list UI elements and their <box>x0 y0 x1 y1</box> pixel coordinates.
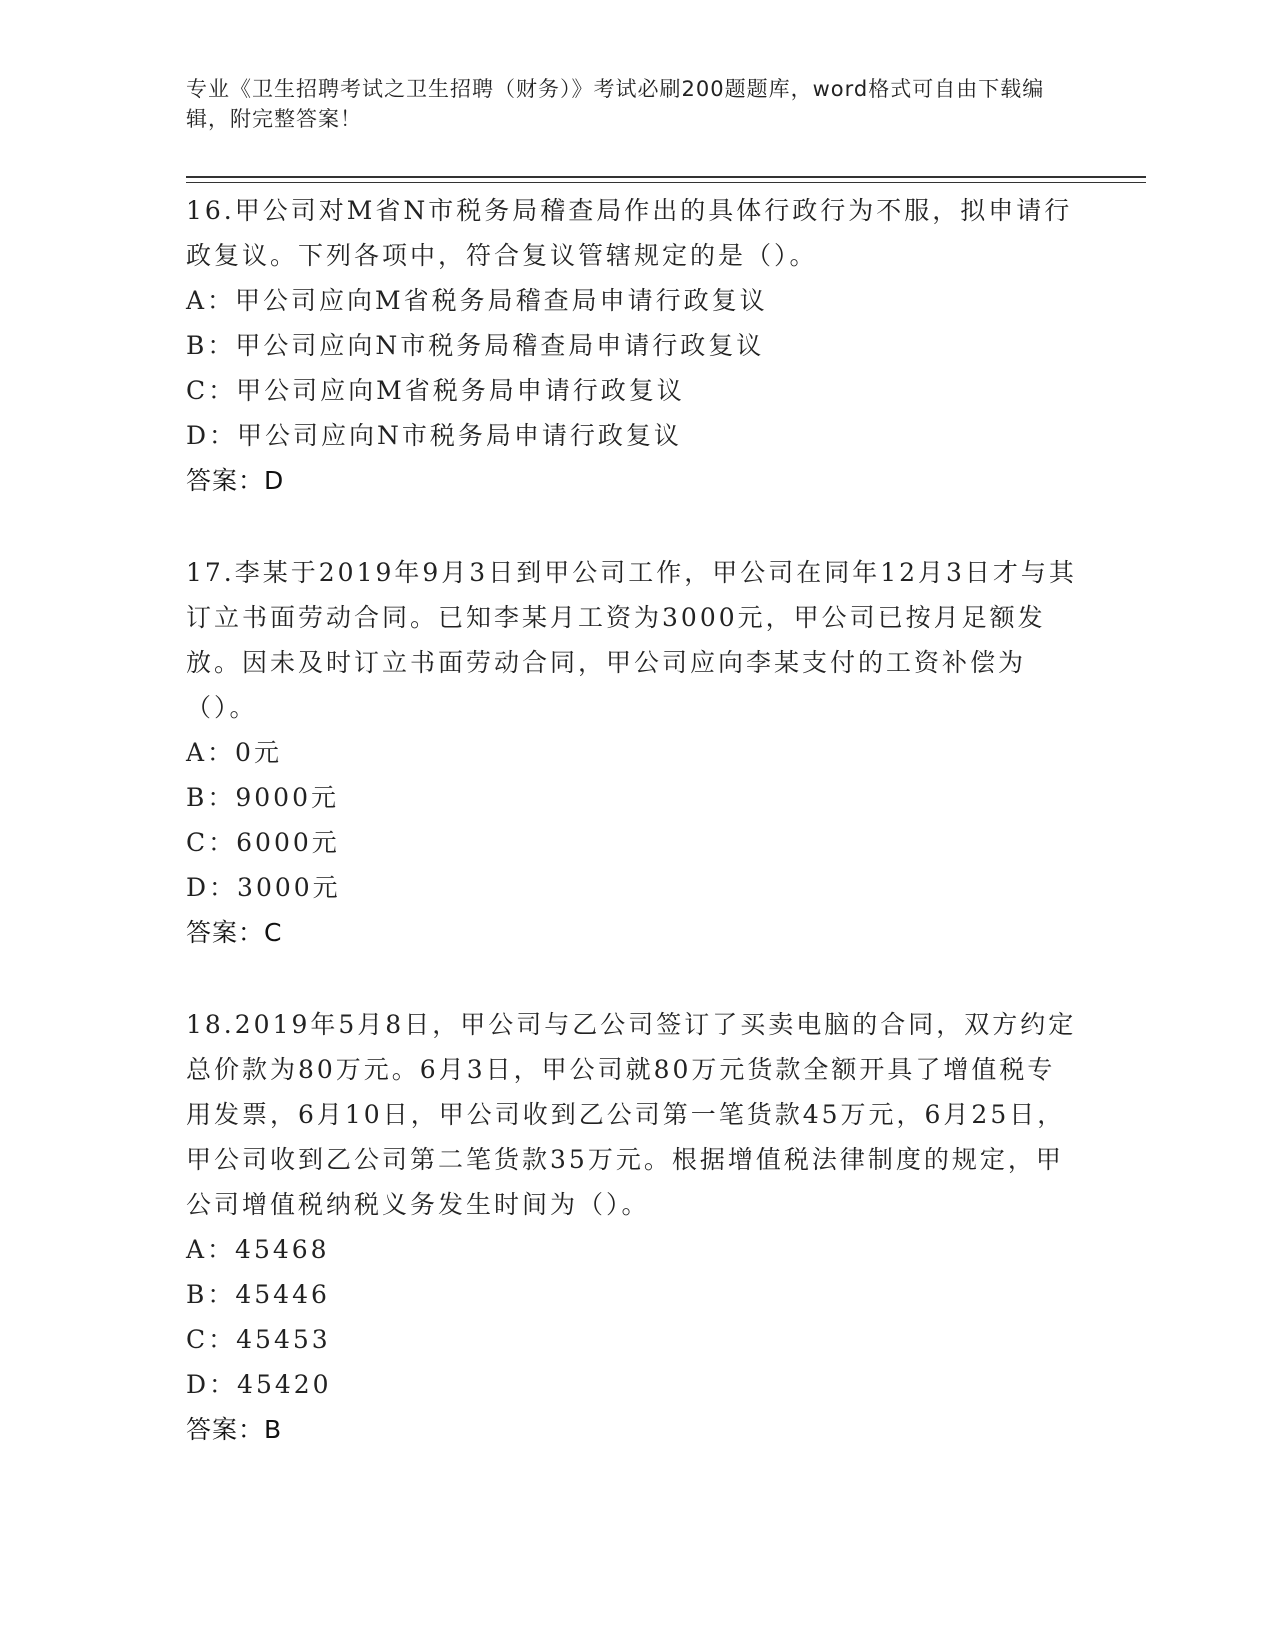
option-c: C：45453 <box>186 1325 331 1354</box>
option-c: C：甲公司应向M省税务局申请行政复议 <box>186 376 685 405</box>
option-a: A：0元 <box>186 738 282 767</box>
question-list <box>186 188 1081 1499</box>
option-b: B：甲公司应向N市税务局稽查局申请行政复议 <box>186 331 765 360</box>
option-d: D：甲公司应向N市税务局申请行政复议 <box>186 421 682 450</box>
answer-label: 答案：D <box>186 466 285 495</box>
question-18 <box>186 1002 1081 1453</box>
option-c: C：6000元 <box>186 828 340 857</box>
option-d: D：45420 <box>186 1370 332 1399</box>
option-a: A：45468 <box>186 1235 330 1264</box>
question-16 <box>186 188 1081 504</box>
option-b: B：45446 <box>186 1280 330 1309</box>
header-divider-thin <box>186 182 1146 183</box>
option-d: D：3000元 <box>186 873 341 902</box>
option-a: A：甲公司应向M省税务局稽查局申请行政复议 <box>186 286 768 315</box>
answer-label: 答案：C <box>186 918 283 947</box>
question-stem: 18.2019年5月8日，甲公司与乙公司签订了买卖电脑的合同，双方约定总价款为80万元。6月3日，甲公司就80万元货款全额开具了增值税专用发票，6月10日，甲公司收到乙公司第一笔货款45万元，6月25日，甲公司收到乙公司第二笔货款35万元。根据增值税法律制度的规定，甲公司增值税纳税义务发生时间为（）。 <box>186 1010 1077 1219</box>
question-17 <box>186 550 1081 956</box>
header-divider-thick <box>186 176 1146 178</box>
document-header: 专业《卫生招聘考试之卫生招聘（财务）》考试必刷200题题库，word格式可自由下载编辑，附完整答案！ <box>186 77 1045 131</box>
question-stem: 16.甲公司对M省N市税务局稽查局作出的具体行政行为不服，拟申请行政复议。下列各项中，符合复议管辖规定的是（）。 <box>186 196 1073 270</box>
option-b: B：9000元 <box>186 783 339 812</box>
answer-label: 答案：B <box>186 1415 283 1444</box>
question-stem: 17.李某于2019年9月3日到甲公司工作，甲公司在同年12月3日才与其订立书面劳动合同。已知李某月工资为3000元，甲公司已按月足额发放。因未及时订立书面劳动合同，甲公司应向李某支付的工资补偿为（）。 <box>186 558 1077 722</box>
